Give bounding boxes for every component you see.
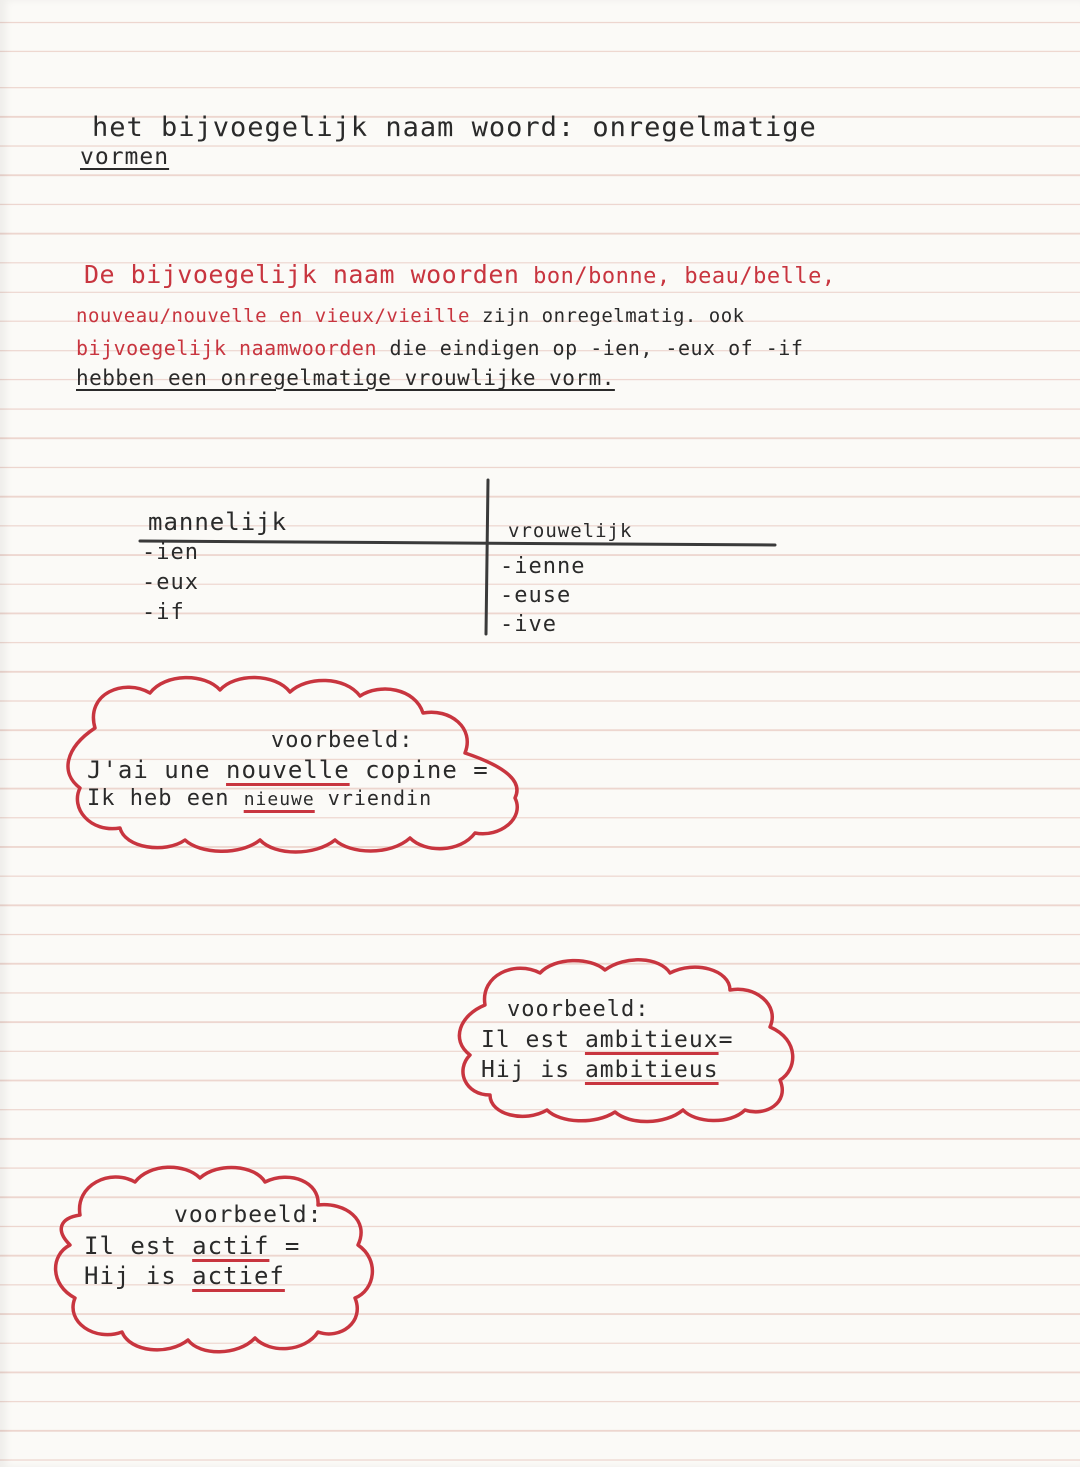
example-3-dutch [84, 1262, 285, 1290]
example-1-dutch-adjective: nieuwe [243, 789, 315, 810]
table-cell-masc-3: -if [142, 600, 185, 625]
table-header-feminine: vrouwelijk [508, 520, 633, 542]
example-2-french-after: = [718, 1027, 734, 1053]
example-1-french-before: J'ai une [87, 756, 227, 784]
intro-line-3-suffixes: -ien, -eux of -if [590, 336, 804, 360]
example-cloud-1 [55, 668, 535, 853]
table-header-masculine: mannelijk [148, 508, 288, 536]
example-1-heading: voorbeeld: [271, 728, 414, 753]
intro-line-1-red: De bijvoegelijk naam woorden [84, 260, 520, 289]
table-cell-fem-3: -ive [500, 612, 557, 637]
example-1-dutch-after: vriendin [314, 786, 433, 810]
example-2-french-adjective: ambitieux [584, 1027, 719, 1053]
table-cell-fem-1: -ienne [500, 554, 586, 579]
example-2-french [481, 1027, 733, 1053]
example-2-french-before: Il est [481, 1027, 585, 1053]
intro-line-4: hebben een onregelmatige vrouwlijke vorm. [76, 366, 615, 390]
example-1-french-after: copine = [349, 756, 489, 784]
page-title-line2: vormen [80, 144, 170, 170]
table-cell-masc-1: -ien [142, 540, 199, 565]
example-1-french [87, 756, 489, 784]
intro-line-3-dark: die eindigen op [376, 336, 591, 360]
example-1-dutch [87, 786, 432, 811]
example-cloud-3 [50, 1160, 380, 1360]
example-3-french-after: = [269, 1232, 301, 1260]
example-3-dutch-before: Hij is [84, 1262, 193, 1290]
example-2-heading: voorbeeld: [507, 997, 650, 1022]
example-3-french [84, 1232, 300, 1260]
example-3-french-adjective: actif [192, 1232, 270, 1260]
cloud-outline [50, 1160, 380, 1360]
example-1-french-adjective: nouvelle [226, 756, 350, 784]
table-cell-masc-2: -eux [142, 570, 199, 595]
example-2-dutch [481, 1057, 719, 1083]
intro-line-3-red: bijvoegelijk naamwoorden [76, 336, 377, 360]
example-3-french-before: Il est [84, 1232, 193, 1260]
page-title-line1: het bijvoegelijk naam woord: onregelmatige [92, 112, 817, 143]
table-cell-fem-2: -euse [500, 583, 572, 608]
example-2-dutch-adjective: ambitieus [584, 1057, 719, 1083]
example-3-heading: voorbeeld: [174, 1202, 323, 1228]
example-3-dutch-adjective: actief [192, 1262, 285, 1290]
example-1-dutch-before: Ik heb een [87, 786, 244, 811]
example-2-dutch-before: Hij is [481, 1057, 585, 1083]
intro-line-1-rest: bon/bonne, beau/belle, [519, 264, 836, 289]
intro-line-2-dark: zijn onregelmatig. ook [470, 305, 745, 327]
example-cloud-2 [455, 955, 800, 1120]
intro-line-2-red: nouveau/nouvelle en vieux/vieille [76, 305, 470, 327]
